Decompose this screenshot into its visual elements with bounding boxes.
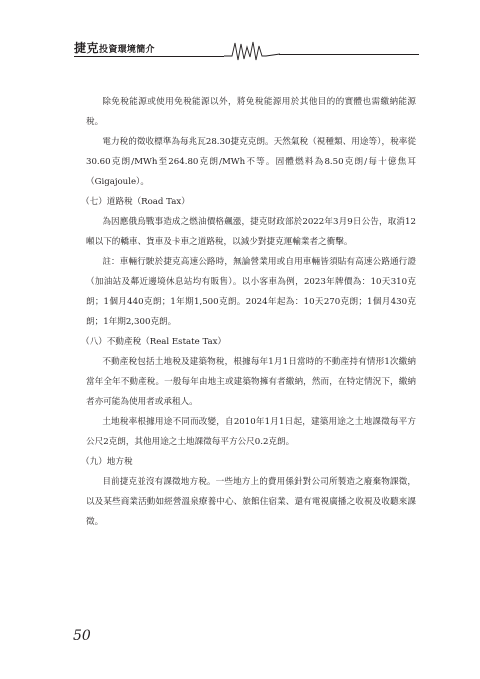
paragraph: 註：車輛行駛於捷克高速公路時，無論營業用或自用車輛皆須貼有高速公路通行證（加油站及鄰近邊境休息站均有販售）。以小客車為例，2023年牌價為：10天310克朗；1個月440克朗；1年期1,500克朗。2024年起為：10天270克朗；1個月430克朗；1年期2,300克朗。 — [86, 257, 416, 327]
header-rule-right — [279, 54, 419, 55]
paragraph: 除免稅能源或使用免稅能源以外，將免稅能源用於其他目的的實體也需繳納能源稅。 — [86, 97, 416, 127]
header-title-main: 捷克 — [74, 41, 100, 55]
paragraph: 電力稅的徵收標準為每兆瓦28.30捷克克朗。天然氣稅（視種類、用途等），稅率從30.60克朗/MWh至264.80克朗/MWh不等。固體燃料為8.50克朗/每十億焦耳（Gigajoule）。 — [86, 137, 416, 187]
paragraph: 目前捷克並沒有課徵地方稅。一些地方上的費用係針對公司所製造之廢棄物課徵，以及某些商業活動如經營溫泉療養中心、旅館住宿業、還有電視廣播之收視及收聽來課徵。 — [86, 477, 416, 527]
header-rule-left — [74, 56, 224, 57]
page-number: 50 — [73, 628, 91, 644]
paragraph: 不動產稅包括土地稅及建築物稅，根據每年1月1日當時的不動產持有情形1次繳納當年全年不動產稅。一般每年由地主或建築物擁有者繳納，然而，在特定情況下，繳納者亦可能為使用者或承租人。 — [86, 357, 416, 407]
paragraph: 土地稅率根據用途不同而改變，自2010年1月1日起，建築用途之土地課徵每平方公尺2克朗，其他用途之土地課徵每平方公尺0.2克朗。 — [86, 417, 416, 447]
section-heading: （九）地方稅 — [81, 457, 133, 467]
body-text — [81, 92, 416, 532]
section-heading: （八）不動產稅（Real Estate Tax） — [81, 337, 227, 347]
heartbeat-wave-icon — [224, 40, 280, 62]
header-title-sub: 投資環境簡介 — [99, 45, 155, 55]
running-header — [74, 37, 419, 63]
paragraph: 為因應俄烏戰事造成之燃油價格飆漲，捷克財政部於2022年3月9日公告，取消12噸以下的轎車、貨車及卡車之道路稅，以減少對捷克運輸業者之衝擊。 — [86, 217, 416, 247]
section-heading: （七）道路稅（Road Tax） — [81, 197, 190, 207]
